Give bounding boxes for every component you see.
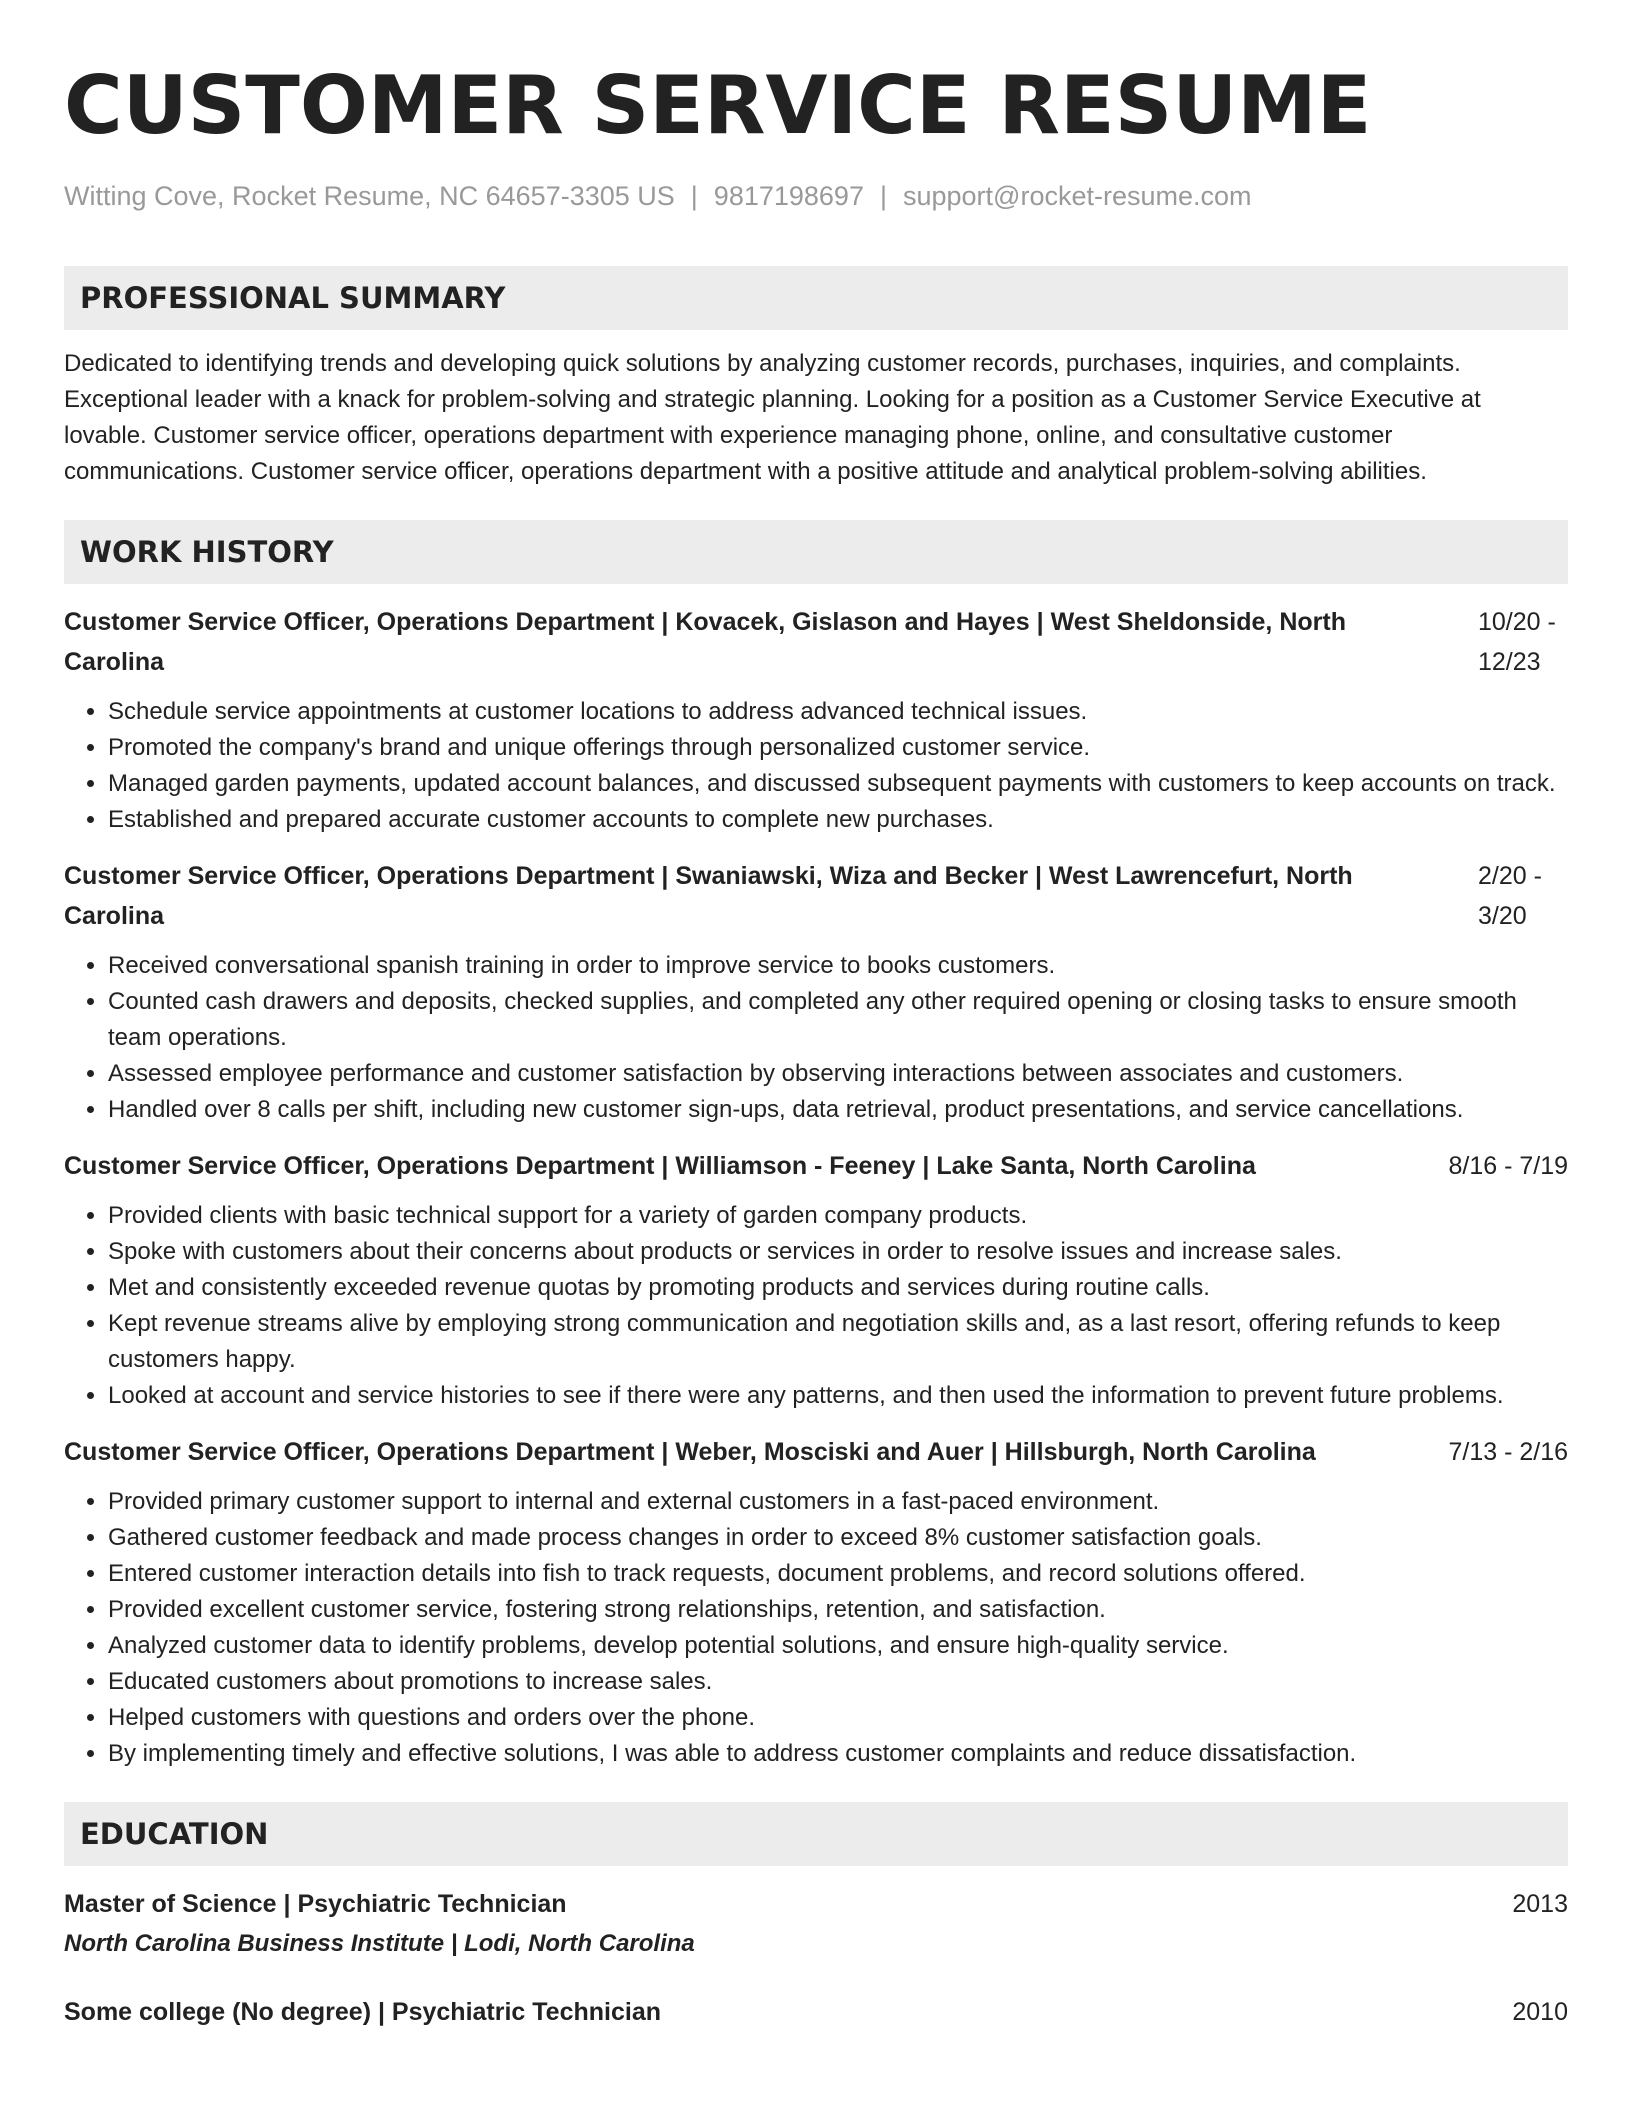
education-row [64,1992,1568,2032]
contact-separator: | [879,181,887,211]
job-header [64,1432,1568,1472]
education-degree: Some college (No degree) | Psychiatric Technician [64,1998,661,2026]
job-entry [64,1146,1568,1414]
job-dates: 8/16 - 7/19 [1448,1152,1568,1180]
education-year: 2013 [1512,1890,1568,1918]
resume-title: CUSTOMER SERVICE RESUME [64,59,1372,152]
job-bullet: • Promoted the company's brand and unique offerings through personalized customer service. [108,730,1568,766]
job-title: Customer Service Officer, Operations Department | Williamson - Feeney | Lake Santa, North Carolina [64,1152,1256,1180]
job-bullet: • Kept revenue streams alive by employing strong communication and negotiation skills and, as a last resort, offering refunds to keep customers happy. [108,1306,1568,1378]
education-list [64,1884,1568,2032]
job-bullet: • Schedule service appointments at customer locations to address advanced technical issues. [108,694,1568,730]
job-bullet: • By implementing timely and effective solutions, I was able to address customer complaints and reduce dissatisfaction. [108,1736,1568,1772]
job-bullets [64,694,1568,838]
job-bullet: • Provided primary customer support to internal and external customers in a fast-paced environment. [108,1484,1568,1520]
contact-phone: 9817198697 [713,181,864,211]
job-entry [64,856,1568,1128]
job-entry [64,602,1568,838]
job-title: Customer Service Officer, Operations Department | Kovacek, Gislason and Hayes | West Sheldonside, North Carolina [64,608,1346,676]
job-bullet: • Provided clients with basic technical support for a variety of garden company products. [108,1198,1568,1234]
education-heading: EDUCATION [64,1802,1568,1866]
job-title: Customer Service Officer, Operations Department | Swaniawski, Wiza and Becker | West Lawrencefurt, North Carolina [64,862,1353,930]
contact-separator: | [690,181,698,211]
education-year: 2010 [1512,1998,1568,2026]
contact-address: Witting Cove, Rocket Resume, NC 64657-3305 US [64,181,675,211]
education-row [64,1884,1568,1924]
job-title: Customer Service Officer, Operations Department | Weber, Mosciski and Auer | Hillsburgh, North Carolina [64,1438,1316,1466]
summary-text: Dedicated to identifying trends and developing quick solutions by analyzing customer records, purchases, inquiries, and complaints. Exceptional leader with a knack for problem-solving and strategic planning. Looking for a position as a Customer Service Executive at lovable. Customer service officer, operations department with experience managing phone, online, and consultative customer communications. Customer service officer, operations department with a positive attitude and analytical problem-solving abilities. [64,350,1481,485]
job-header [64,1146,1568,1186]
job-bullet: • Managed garden payments, updated account balances, and discussed subsequent payments with customers to keep accounts on track. [108,766,1568,802]
contact-line [64,178,1568,214]
education-degree: Master of Science | Psychiatric Technician [64,1890,567,1918]
job-bullet: • Gathered customer feedback and made process changes in order to exceed 8% customer satisfaction goals. [108,1520,1568,1556]
job-bullet: • Looked at account and service histories to see if there were any patterns, and then used the information to prevent future problems. [108,1378,1568,1414]
work-history-list [64,602,1568,1772]
education-entry [64,1884,1568,1964]
job-header [64,856,1568,936]
job-bullets [64,948,1568,1128]
job-bullets [64,1484,1568,1772]
job-bullet: • Counted cash drawers and deposits, checked supplies, and completed any other required opening or closing tasks to ensure smooth team operations. [108,984,1568,1056]
contact-email: support@rocket-resume.com [902,181,1252,211]
job-bullet: • Educated customers about promotions to increase sales. [108,1664,1568,1700]
job-dates: 10/20 - 12/23 [1478,608,1556,676]
job-bullets [64,1198,1568,1414]
job-dates: 7/13 - 2/16 [1448,1438,1568,1466]
work-history-heading: WORK HISTORY [64,520,1568,584]
job-bullet: • Provided excellent customer service, fostering strong relationships, retention, and satisfaction. [108,1592,1568,1628]
job-dates: 2/20 - 3/20 [1478,862,1542,930]
job-bullet: • Analyzed customer data to identify problems, develop potential solutions, and ensure high-quality service. [108,1628,1568,1664]
job-bullet: • Established and prepared accurate customer accounts to complete new purchases. [108,802,1568,838]
job-bullet: • Received conversational spanish training in order to improve service to books customers. [108,948,1568,984]
summary-heading: PROFESSIONAL SUMMARY [64,266,1568,330]
education-entry [64,1992,1568,2032]
job-header [64,602,1568,682]
job-bullet: • Handled over 8 calls per shift, including new customer sign-ups, data retrieval, product presentations, and service cancellations. [108,1092,1568,1128]
job-bullet: • Spoke with customers about their concerns about products or services in order to resolve issues and increase sales. [108,1234,1568,1270]
job-bullet: • Entered customer interaction details into fish to track requests, document problems, and record solutions offered. [108,1556,1568,1592]
education-school: North Carolina Business Institute | Lodi, North Carolina [64,1930,695,1957]
job-bullet: • Assessed employee performance and customer satisfaction by observing interactions between associates and customers. [108,1056,1568,1092]
job-entry [64,1432,1568,1772]
job-bullet: • Met and consistently exceeded revenue quotas by promoting products and services during routine calls. [108,1270,1568,1306]
job-bullet: • Helped customers with questions and orders over the phone. [108,1700,1568,1736]
